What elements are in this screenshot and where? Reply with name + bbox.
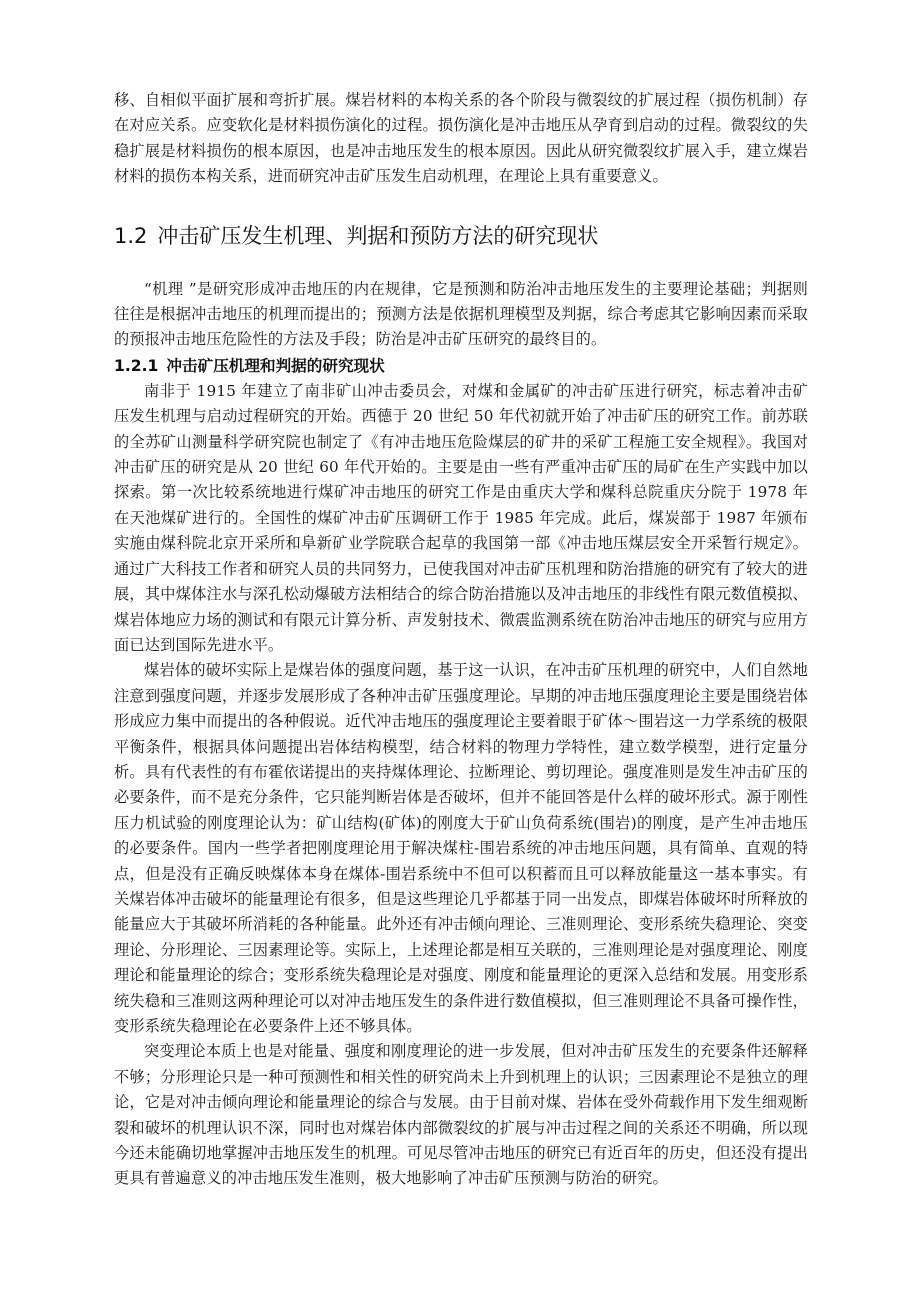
paragraph-catastrophe-theory: 突变理论本质上也是对能量、强度和刚度理论的进一步发展，但对冲击矿压发生的充要条件还解释不够；分形理论只是一种可预测性和相关性的研究尚未上升到机理上的认识；三因素理论不是独立的理论，它是对冲击倾向理论和能量理论的综合与发展。由于目前对煤、岩体在受外荷载作用下发生细观断裂和破坏的机理认识不深，同时也对煤岩体内部微裂纹的扩展与冲击过程之间的关系还不明确，所以现今还未能确切地掌握冲击地压发生的机理。可见尽管冲击地压的研究已有近百年的历史，但还没有提出更具有普遍意义的冲击地压发生准则，极大地影响了冲击矿压预测与防治的研究。 xyxy=(114,1042,808,1188)
subsection-number: 1.2.1 xyxy=(114,356,159,375)
section-heading xyxy=(114,221,808,251)
section-title: 冲击矿压发生机理、判据和预防方法的研究现状 xyxy=(157,223,599,248)
subsection-title: 冲击矿压机理和判据的研究现状 xyxy=(166,356,385,375)
section-number: 1.2 xyxy=(114,223,148,248)
paragraph-history: 南非于 1915 年建立了南非矿山冲击委员会，对煤和金属矿的冲击矿压进行研究，标志着冲击矿压发生机理与启动过程研究的开始。西德于 20 世纪 50 年代初就开始了冲击矿压的研究工作。前苏联的全苏矿山测量科学研究院也制定了《有冲击地压危险煤层的矿井的采矿工程施工安全规程》。我国对冲击矿压的研究是从 20 世纪 60 年代开始的。主要是由一些有严重冲击矿压的局矿在生产实践中加以探索。第一次比较系统地进行煤矿冲击地压的研究工作是由重庆大学和煤科总院重庆分院于 1978 年在天池煤矿进行的。全国性的煤矿冲击矿压调研工作于 1985 年完成。此后，煤炭部于 1987 年颁布实施由煤科院北京开采所和阜新矿业学院联合起草的我国第一部《冲击地压煤层安全开采暂行规定》。通过广大科技工作者和研究人员的共同努力，已使我国对冲击矿压机理和防治措施的研究有了较大的进展，其中煤体注水与深孔松动爆破方法相结合的综合防治措施以及冲击地压的非线性有限元数值模拟、煤岩体地应力场的测试和有限元计算分析、声发射技术、微震监测系统在防治冲击地压的研究与应用方面已达到国际先进水平。 xyxy=(114,381,808,654)
page-content xyxy=(114,88,808,1192)
paragraph-intro: “机理 ”是研究形成冲击地压的内在规律，它是预测和防治冲击地压发生的主要理论基础；判据则往往是根据冲击地压的机理而提出的；预测方法是依据机理模型及判据，综合考虑其它影响因素而采取的预报冲击地压危险性的方法及手段；防治是冲击矿压研究的最终目的。 xyxy=(114,279,808,349)
subsection-heading xyxy=(114,354,808,379)
paragraph-continuation: 移、自相似平面扩展和弯折扩展。煤岩材料的本构关系的各个阶段与微裂纹的扩展过程（损伤机制）存在对应关系。应变软化是材料损伤演化的过程。损伤演化是冲击地压从孕育到启动的过程。微裂纹的失稳扩展是材料损伤的根本原因，也是冲击地压发生的根本原因。因此从研究微裂纹扩展入手，建立煤岩材料的损伤本构关系，进而研究冲击矿压发生启动机理，在理论上具有重要意义。 xyxy=(114,91,808,186)
paragraph-strength-theory: 煤岩体的破坏实际上是煤岩体的强度问题，基于这一认识，在冲击矿压机理的研究中，人们自然地注意到强度问题，并逐步发展形成了各种冲击矿压强度理论。早期的冲击地压强度理论主要是围绕岩体形成应力集中而提出的各种假说。近代冲击地压的强度理论主要着眼于矿体～围岩这一力学系统的极限平衡条件，根据具体问题提出岩体结构模型，结合材料的物理力学特性，建立数学模型，进行定量分析。具有代表性的有布霍依诺提出的夹持煤体理论、拉断理论、剪切理论。强度准则是发生冲击矿压的必要条件，而不是充分条件，它只能判断岩体是否破坏，但并不能回答是什么样的破坏形式。源于刚性压力机试验的刚度理论认为：矿山结构(矿体)的刚度大于矿山负荷系统(围岩)的刚度，是产生冲击地压的必要条件。国内一些学者把刚度理论用于解决煤柱-围岩系统的冲击地压问题，具有简单、直观的特点，但是没有正确反映煤体本身在煤体-围岩系统中不但可以积蓄而且可以释放能量这一基本事实。有关煤岩体冲击破坏的能量理论有很多，但是这些理论几乎都基于同一出发点，即煤岩体破坏时所释放的能量应大于其破坏所消耗的各种能量。此外还有冲击倾向理论、三准则理论、变形系统失稳理论、突变理论、分形理论、三因素理论等。实际上，上述理论都是相互关联的，三准则理论是对强度理论、刚度理论和能量理论的综合；变形系统失稳理论是对强度、刚度和能量理论的更深入总结和发展。用变形系统失稳和三准则这两种理论可以对冲击地压发生的条件进行数值模拟，但三准则理论不具备可操作性，变形系统失稳理论在必要条件上还不够具体。 xyxy=(114,661,808,1035)
